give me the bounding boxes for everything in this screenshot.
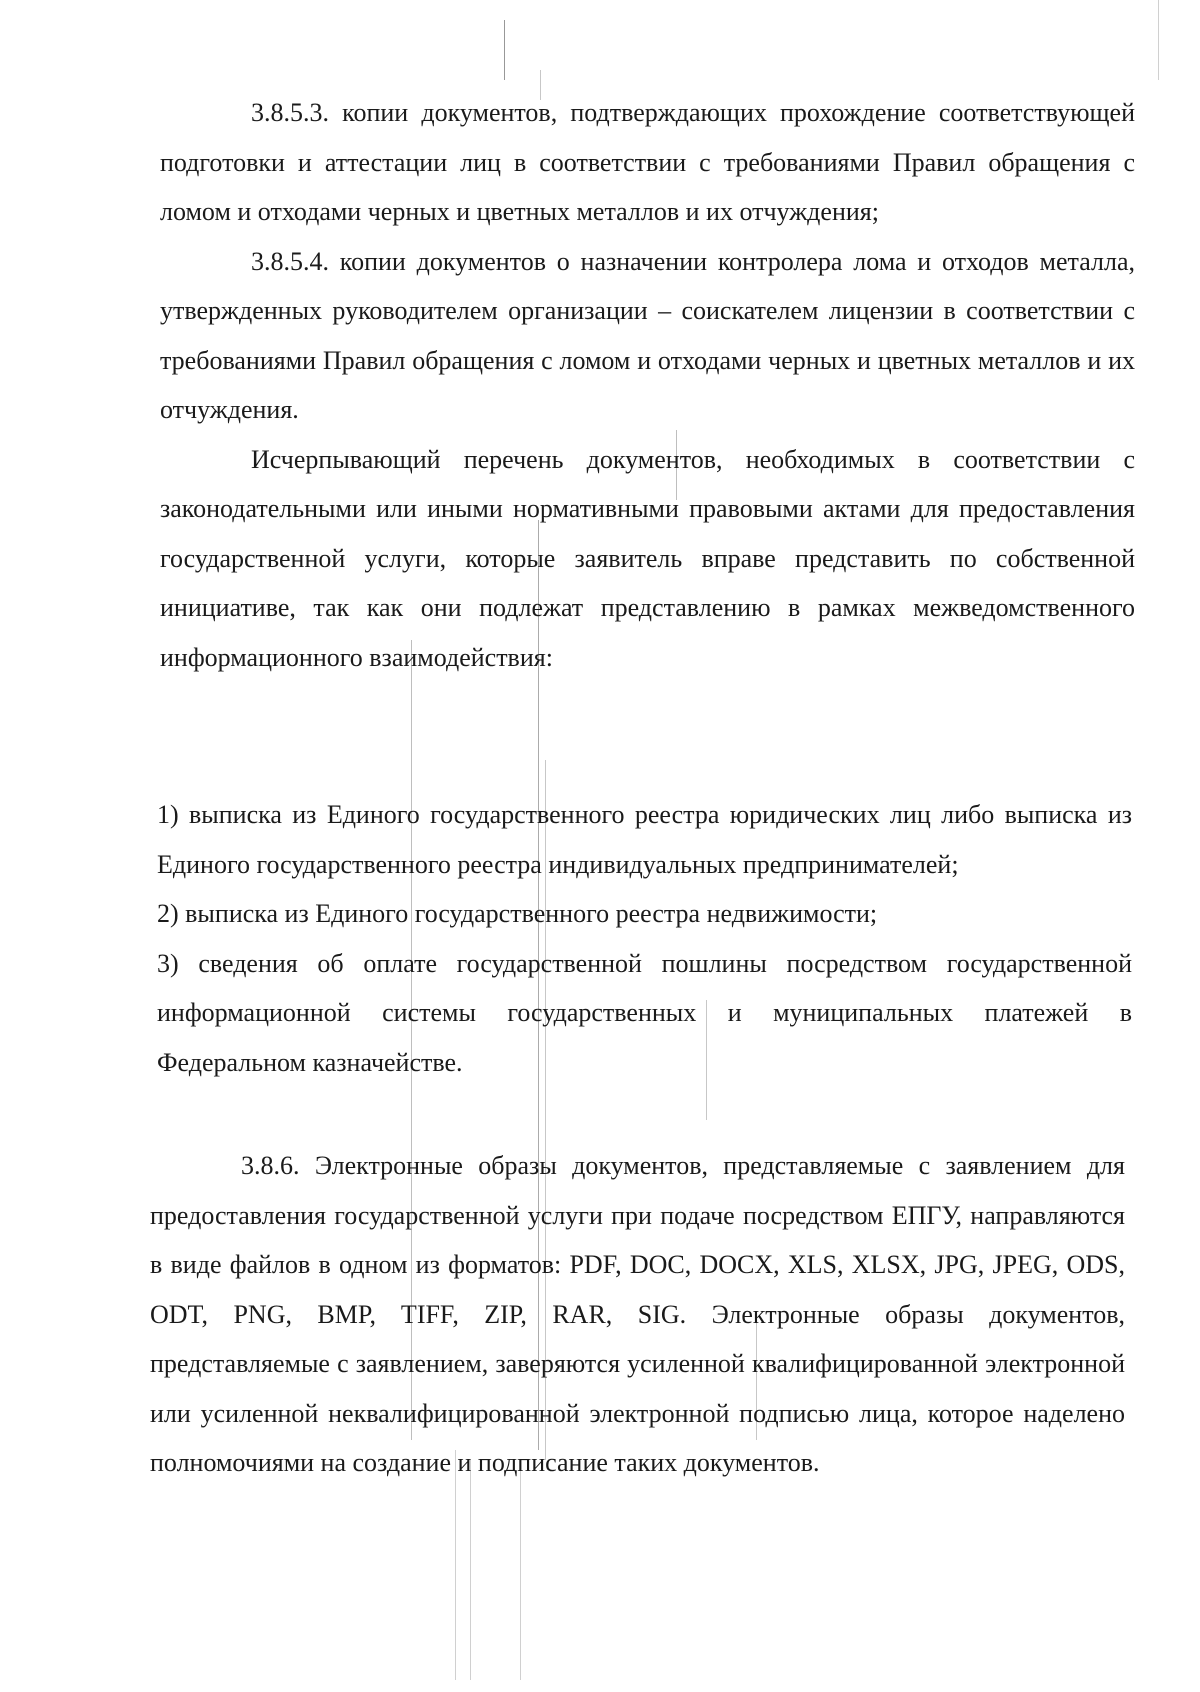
paragraph-3-8-5-4: 3.8.5.4. копии документов о назначении контролера лома и отходов металла, утвержденных руководителем организации – соискателем лицензии в соответствии с требованиями Правил обращения с ломом и отходами черных и цветных металлов и их отчуждения. <box>160 246 1135 424</box>
paragraph-3-8-6: 3.8.6. Электронные образы документов, представляемые с заявлением для предоставления государственной услуги при подаче посредством ЕПГУ, направляются в виде файлов в одном из форматов: PDF, DOC, DOCX, XLS, XLSX, JPG, JPEG, ODS, ODT, PNG, BMP, TIFF, ZIP, RAR, SIG. Электронные образы документов, представляемые с заявлением, заверяются усиленной квалифицированной электронной или усиленной неквалифицированной электронной подписью лица, которое наделено полномочиями на создание и подписание таких документов. <box>150 1151 1125 1477</box>
scan-artifact-line <box>1158 0 1159 80</box>
list-item: 3) сведения об оплате государственной пошлины посредством государственной информационной системы государственных и муниципальных платежей в Федеральном казначействе. <box>157 948 1132 1077</box>
scan-artifact-line <box>470 1460 471 1680</box>
paragraph-3-8-5-3: 3.8.5.3. копии документов, подтверждающих прохождение соответствующей подготовки и аттестации лиц в соответствии с требованиями Правил обращения с ломом и отходами черных и цветных металлов и их отчуждения; <box>160 98 1135 226</box>
paragraph-exhaustive-list: Исчерпывающий перечень документов, необходимых в соответствии с законодательными или иными нормативными правовыми актами для предоставления государственной услуги, которые заявитель вправе представить по собственной инициативе, так как они подлежат представлению в рамках межведомственного информационного взаимодействия: <box>160 444 1135 672</box>
scan-artifact-line <box>520 1470 521 1680</box>
list-item: 1) выписка из Единого государственного реестра юридических лиц либо выписка из Единого государственного реестра индивидуальных предпринимателей; <box>157 800 1132 879</box>
list-item: 2) выписка из Единого государственного реестра недвижимости; <box>157 899 878 928</box>
document-body <box>160 88 1135 682</box>
document-body-end <box>150 1141 1125 1488</box>
document-list <box>157 790 1132 1087</box>
scan-artifact-line <box>504 20 505 80</box>
